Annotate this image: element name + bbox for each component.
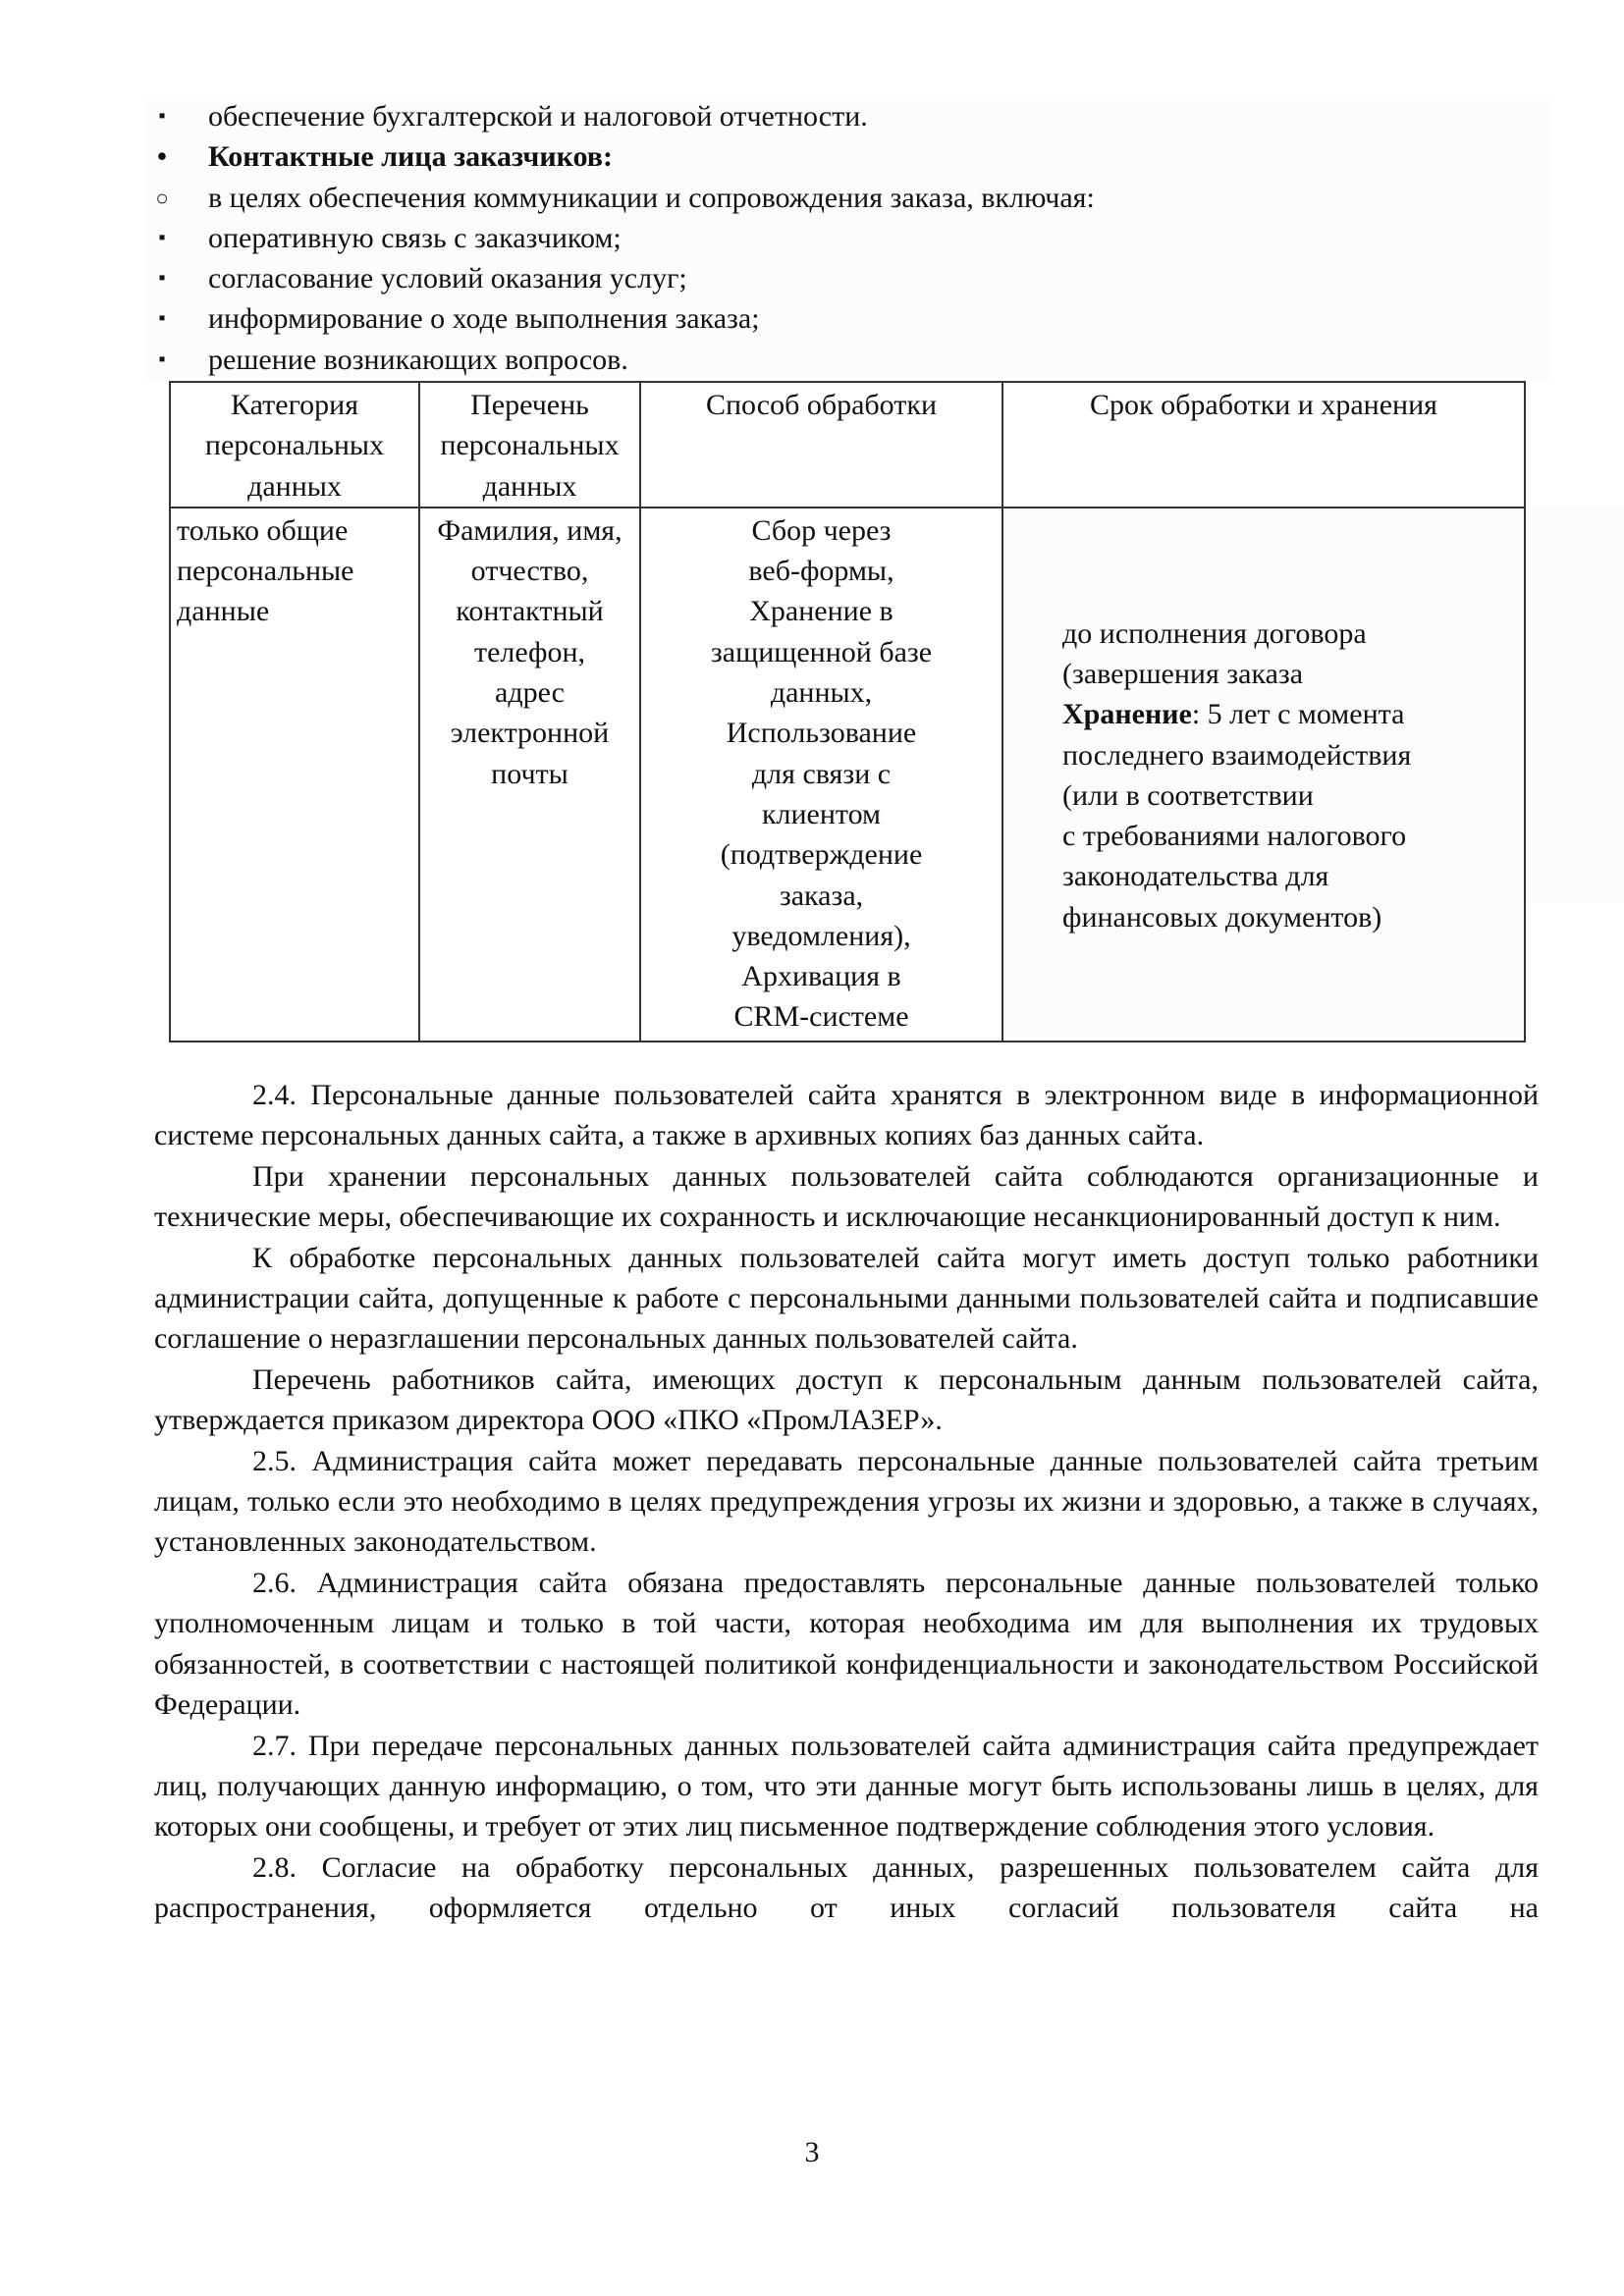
cell-category: только общие персональные данные (170, 507, 419, 1041)
circle-bullet-icon: ○ (155, 185, 169, 210)
table-header-row (170, 382, 1525, 507)
header-processing-method: Способ обработки (640, 382, 1002, 507)
cell-data-list: Фамилия, имя, отчество, контактный телефон, адрес электронной почты (419, 507, 640, 1041)
personal-data-table (169, 381, 1526, 1042)
square-bullet-icon: ▪ (158, 347, 166, 370)
paragraph-access: К обработке персональных данных пользователей сайта могут иметь доступ только работники администрации сайта, допущенные к работе с персональными данными пользователей сайта и подписавшие соглашение о неразглашении персональных данных пользователей сайта. (154, 1241, 1539, 1356)
storage-line: Хранение: 5 лет с момента (1062, 698, 1405, 731)
list-item (152, 96, 1546, 136)
header-category: Категория персональных данных (170, 382, 419, 507)
list-item (152, 136, 1546, 177)
list-item-text: информирование о ходе выполнения заказа; (208, 302, 760, 336)
paragraph-2-4: 2.4. Персональные данные пользователей сайта хранятся в электронном виде в информационной системе персональных данных сайта, а также в архивных копиях баз данных сайта. (154, 1079, 1539, 1152)
square-bullet-icon: ▪ (158, 307, 166, 330)
list-item-text: в целях обеспечения коммуникации и сопровождения заказа, включая: (208, 181, 1095, 214)
list-item (152, 218, 1546, 258)
paragraph-2-8: 2.8. Согласие на обработку персональных данных, разрешенных пользователем сайта для распространения, оформляется отдельно от иных согласий пользователя сайта на (154, 1850, 1539, 1925)
body-text (154, 1075, 1539, 1929)
paragraph-staff-list: Перечень работников сайта, имеющих доступ к персональным данным пользователей сайта, утверждается приказом директора ООО «ПКО «ПромЛАЗЕР». (154, 1362, 1539, 1437)
storage-label: Хранение (1062, 698, 1192, 731)
list-item (152, 178, 1546, 218)
table-row (170, 507, 1525, 1041)
square-bullet-icon: ▪ (158, 105, 166, 127)
header-data-list: Перечень персональных данных (419, 382, 640, 507)
square-bullet-icon: ▪ (158, 267, 166, 290)
list-item (152, 258, 1546, 298)
cell-processing-method: Сбор через веб-формы, Хранение в защищенной базе данных, Использование для связи с клиентом (подтверждение заказа, уведомления), Архивация в CRM-системе (640, 507, 1002, 1041)
list-item (152, 298, 1546, 339)
purpose-list (152, 96, 1546, 380)
cell-processing-term: до исполнения договора (завершения заказа Хранение: 5 лет с момента последнего взаимодействия (или в соответствии с требованиями налогового законодательства для финансовых документов) (1002, 507, 1525, 1041)
paragraph-storage-measures: При хранении персональных данных пользователей сайта соблюдаются организационные и технические меры, обеспечивающие их сохранность и исключающие несанкционированный доступ к ним. (154, 1159, 1539, 1234)
header-processing-term: Срок обработки и хранения (1002, 382, 1525, 507)
paragraph-2-7: 2.7. При передаче персональных данных пользователей сайта администрация сайта предупреждает лиц, получающих данную информацию, о том, что эти данные могут быть использованы лишь в целях, для которых они сообщены, и требует от этих лиц письменное подтверждение соблюдения этого условия. (154, 1729, 1539, 1843)
paragraph-2-6: 2.6. Администрация сайта обязана предоставлять персональные данные пользователей только уполномоченным лицам и только в той части, которая необходима им для выполнения их трудовых обязанностей, в соответствии с настоящей политикой конфиденциальности и законодательством Российской Федерации. (154, 1566, 1539, 1722)
list-item-heading: Контактные лица заказчиков: (208, 140, 613, 174)
list-item-text: согласование условий оказания услуг; (208, 262, 687, 295)
dot-bullet-icon: • (156, 138, 168, 175)
list-item-text: оперативную связь с заказчиком; (208, 221, 622, 254)
square-bullet-icon: ▪ (158, 226, 166, 248)
cell-shaded-band (1527, 507, 1624, 903)
list-item-text: обеспечение бухгалтерской и налоговой отчетности. (208, 100, 868, 133)
list-item-text: решение возникающих вопросов. (208, 343, 628, 376)
paragraph-2-5: 2.5. Администрация сайта может передавать персональные данные пользователей сайта третьим лицам, только если это необходимо в целях предупреждения угрозы их жизни и здоровью, а также в случаях, установленных законодательством. (154, 1444, 1539, 1559)
page-number: 3 (804, 2136, 820, 2168)
list-item (152, 340, 1546, 380)
